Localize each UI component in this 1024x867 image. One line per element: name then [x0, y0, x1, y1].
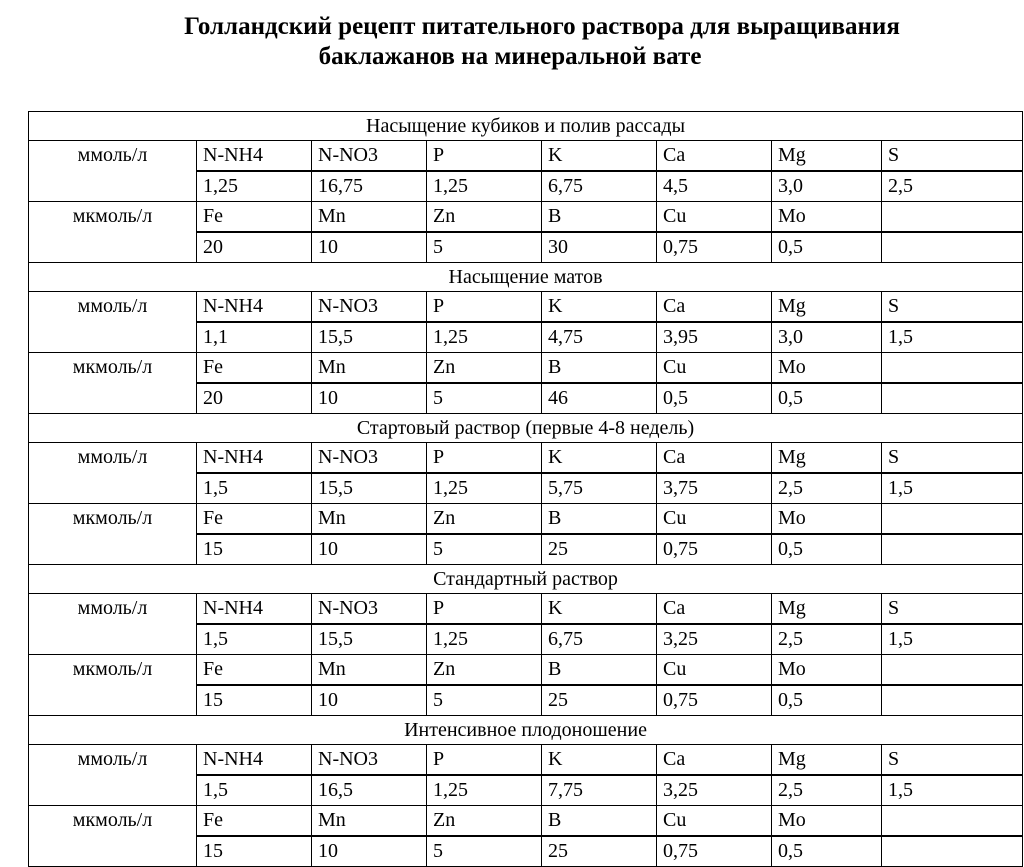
document-title-line-1: Голландский рецепт питательного раствора для выращивания	[184, 13, 900, 40]
micro-element-value: 46	[542, 383, 657, 414]
macro-element-name: Mg	[772, 443, 882, 474]
section-title: Насыщение кубиков и полив рассады	[29, 112, 1023, 141]
micro-element-value: 25	[542, 534, 657, 565]
macro-element-name: N-NO3	[312, 594, 427, 625]
micro-element-value: 25	[542, 836, 657, 867]
macro-element-value: 4,75	[542, 322, 657, 353]
micro-element-value: 0,75	[657, 232, 772, 263]
macro-element-name: P	[427, 745, 542, 776]
micro-element-name: Zn	[427, 202, 542, 233]
macro-element-value: 3,95	[657, 322, 772, 353]
micro-element-value: 10	[312, 232, 427, 263]
macro-element-value: 2,5	[772, 624, 882, 655]
micro-element-value: 20	[197, 383, 312, 414]
macro-element-value: 5,75	[542, 473, 657, 504]
micro-element-value: 30	[542, 232, 657, 263]
macro-element-name: N-NO3	[312, 141, 427, 172]
micro-element-value: 0,75	[657, 685, 772, 716]
micro-element-value: 15	[197, 685, 312, 716]
macro-element-name: N-NH4	[197, 141, 312, 172]
macro-element-value: 16,75	[312, 171, 427, 202]
macro-element-name: K	[542, 141, 657, 172]
micro-element-value: 5	[427, 534, 542, 565]
macro-element-value: 1,25	[427, 473, 542, 504]
macro-element-name: S	[882, 292, 1023, 323]
macro-element-name: N-NO3	[312, 745, 427, 776]
micro-element-value: 10	[312, 685, 427, 716]
micro-element-value: 0,5	[657, 383, 772, 414]
micro-element-name: B	[542, 655, 657, 686]
macro-element-value: 4,5	[657, 171, 772, 202]
macro-element-value: 15,5	[312, 624, 427, 655]
macro-element-name: Ca	[657, 745, 772, 776]
micro-element-row	[29, 655, 1023, 686]
macro-element-name: P	[427, 443, 542, 474]
macro-element-name: P	[427, 594, 542, 625]
macro-element-name: Ca	[657, 443, 772, 474]
micro-element-value: 0,5	[772, 232, 882, 263]
macro-unit-label: ммоль/л	[29, 745, 197, 806]
micro-element-row	[29, 353, 1023, 384]
macro-element-name: Mg	[772, 745, 882, 776]
macro-element-row	[29, 141, 1023, 172]
section-title: Интенсивное плодоношение	[29, 716, 1023, 745]
macro-element-value: 1,25	[427, 322, 542, 353]
macro-element-value: 1,25	[427, 624, 542, 655]
micro-element-name	[882, 504, 1023, 535]
macro-element-value: 1,5	[197, 473, 312, 504]
macro-element-value: 15,5	[312, 322, 427, 353]
macro-element-name: S	[882, 594, 1023, 625]
macro-element-name: S	[882, 141, 1023, 172]
macro-element-name: N-NH4	[197, 443, 312, 474]
micro-element-name: Cu	[657, 353, 772, 384]
macro-element-name: S	[882, 745, 1023, 776]
macro-element-name: K	[542, 292, 657, 323]
macro-element-value: 6,75	[542, 171, 657, 202]
micro-element-value: 5	[427, 836, 542, 867]
micro-element-value: 15	[197, 836, 312, 867]
micro-element-name: Mo	[772, 655, 882, 686]
macro-element-name: K	[542, 594, 657, 625]
micro-element-name: Mn	[312, 353, 427, 384]
macro-element-value: 3,0	[772, 171, 882, 202]
micro-unit-label: мкмоль/л	[29, 353, 197, 414]
macro-element-row	[29, 292, 1023, 323]
micro-element-name: Zn	[427, 353, 542, 384]
macro-element-value: 16,5	[312, 775, 427, 806]
micro-element-value: 0,75	[657, 836, 772, 867]
micro-element-row	[29, 806, 1023, 837]
macro-unit-label: ммоль/л	[29, 292, 197, 353]
macro-element-name: S	[882, 443, 1023, 474]
micro-element-name: Mo	[772, 504, 882, 535]
micro-element-name: Fe	[197, 655, 312, 686]
macro-element-value: 1,5	[197, 775, 312, 806]
macro-element-value: 1,25	[427, 171, 542, 202]
micro-element-name: Zn	[427, 504, 542, 535]
macro-element-name: P	[427, 292, 542, 323]
macro-unit-label: ммоль/л	[29, 443, 197, 504]
macro-element-value: 1,5	[197, 624, 312, 655]
macro-element-value: 7,75	[542, 775, 657, 806]
micro-element-name: Mn	[312, 202, 427, 233]
nutrient-recipe-table	[28, 111, 1023, 867]
document-title-line-2: баклажанов на минеральной вате	[318, 43, 702, 70]
macro-element-row	[29, 443, 1023, 474]
micro-element-name: Mo	[772, 353, 882, 384]
micro-element-value: 15	[197, 534, 312, 565]
micro-element-name: B	[542, 202, 657, 233]
macro-element-value: 3,25	[657, 775, 772, 806]
section-title: Насыщение матов	[29, 263, 1023, 292]
micro-element-name: Cu	[657, 806, 772, 837]
macro-element-name: N-NH4	[197, 594, 312, 625]
micro-element-name: Fe	[197, 202, 312, 233]
micro-element-name: Fe	[197, 806, 312, 837]
macro-element-name: P	[427, 141, 542, 172]
micro-element-value	[882, 383, 1023, 414]
micro-element-value	[882, 534, 1023, 565]
macro-element-value: 2,5	[772, 775, 882, 806]
micro-element-name: Fe	[197, 504, 312, 535]
section-header-row	[29, 565, 1023, 594]
macro-element-name: Ca	[657, 292, 772, 323]
macro-element-name: K	[542, 443, 657, 474]
section-header-row	[29, 414, 1023, 443]
micro-element-name: Zn	[427, 655, 542, 686]
macro-element-value: 1,5	[882, 473, 1023, 504]
micro-unit-label: мкмоль/л	[29, 655, 197, 716]
macro-element-value: 1,25	[427, 775, 542, 806]
section-header-row	[29, 263, 1023, 292]
macro-element-value: 2,5	[772, 473, 882, 504]
macro-element-name: Ca	[657, 141, 772, 172]
micro-element-name: Mn	[312, 806, 427, 837]
micro-element-name: Mn	[312, 655, 427, 686]
micro-element-value: 0,75	[657, 534, 772, 565]
macro-element-value: 1,5	[882, 322, 1023, 353]
micro-unit-label: мкмоль/л	[29, 806, 197, 867]
micro-element-value: 5	[427, 232, 542, 263]
micro-element-value: 0,5	[772, 836, 882, 867]
macro-element-name: Ca	[657, 594, 772, 625]
macro-element-value: 6,75	[542, 624, 657, 655]
micro-element-row	[29, 202, 1023, 233]
micro-element-value: 0,5	[772, 534, 882, 565]
section-header-row	[29, 716, 1023, 745]
micro-element-value: 20	[197, 232, 312, 263]
micro-element-name: Fe	[197, 353, 312, 384]
section-title: Стартовый раствор (первые 4-8 недель)	[29, 414, 1023, 443]
micro-element-value	[882, 836, 1023, 867]
micro-element-value: 25	[542, 685, 657, 716]
macro-unit-label: ммоль/л	[29, 141, 197, 202]
micro-element-name: Mn	[312, 504, 427, 535]
micro-element-value	[882, 232, 1023, 263]
macro-element-value: 1,1	[197, 322, 312, 353]
micro-element-value: 10	[312, 383, 427, 414]
micro-element-value: 0,5	[772, 383, 882, 414]
micro-element-row	[29, 504, 1023, 535]
micro-element-name: Mo	[772, 806, 882, 837]
micro-element-name: B	[542, 504, 657, 535]
micro-element-value: 10	[312, 534, 427, 565]
macro-element-name: N-NO3	[312, 292, 427, 323]
macro-element-name: Mg	[772, 594, 882, 625]
macro-element-row	[29, 745, 1023, 776]
macro-element-name: Mg	[772, 292, 882, 323]
macro-element-value: 1,5	[882, 775, 1023, 806]
micro-element-name: B	[542, 353, 657, 384]
micro-element-value: 0,5	[772, 685, 882, 716]
macro-element-value: 3,0	[772, 322, 882, 353]
macro-element-name: N-NO3	[312, 443, 427, 474]
micro-unit-label: мкмоль/л	[29, 504, 197, 565]
macro-element-row	[29, 594, 1023, 625]
macro-element-name: N-NH4	[197, 292, 312, 323]
micro-element-name: Cu	[657, 202, 772, 233]
micro-element-name: Cu	[657, 655, 772, 686]
macro-element-value: 1,25	[197, 171, 312, 202]
micro-element-value	[882, 685, 1023, 716]
macro-unit-label: ммоль/л	[29, 594, 197, 655]
macro-element-value: 3,25	[657, 624, 772, 655]
micro-element-name: Mo	[772, 202, 882, 233]
micro-element-value: 10	[312, 836, 427, 867]
micro-element-name: Cu	[657, 504, 772, 535]
section-title: Стандартный раствор	[29, 565, 1023, 594]
micro-element-name: Zn	[427, 806, 542, 837]
macro-element-value: 1,5	[882, 624, 1023, 655]
macro-element-name: Mg	[772, 141, 882, 172]
macro-element-name: K	[542, 745, 657, 776]
micro-element-name	[882, 655, 1023, 686]
macro-element-value: 3,75	[657, 473, 772, 504]
micro-element-name	[882, 353, 1023, 384]
micro-unit-label: мкмоль/л	[29, 202, 197, 263]
macro-element-value: 15,5	[312, 473, 427, 504]
micro-element-name	[882, 806, 1023, 837]
micro-element-value: 5	[427, 383, 542, 414]
micro-element-value: 5	[427, 685, 542, 716]
macro-element-name: N-NH4	[197, 745, 312, 776]
section-header-row	[29, 112, 1023, 141]
micro-element-name	[882, 202, 1023, 233]
macro-element-value: 2,5	[882, 171, 1023, 202]
micro-element-name: B	[542, 806, 657, 837]
